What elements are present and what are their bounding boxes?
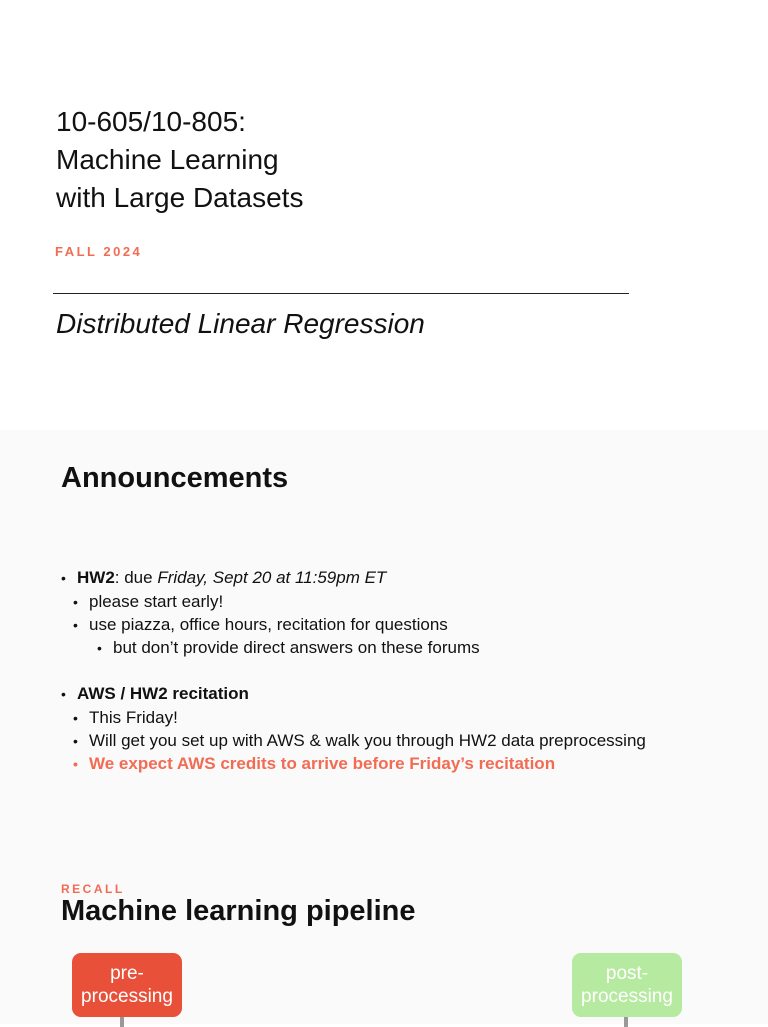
lecture-title: Distributed Linear Regression (56, 308, 425, 339)
list-item (73, 614, 448, 636)
preprocessing-box (72, 953, 182, 1017)
connector (624, 1017, 628, 1027)
box-label: pre- (110, 963, 144, 984)
list-item (73, 753, 555, 775)
title-slide (0, 0, 768, 430)
pipeline-slide (0, 845, 768, 1024)
connector (120, 1017, 124, 1027)
bullet-icon: • (97, 640, 102, 656)
list-item-text: please start early! (89, 592, 224, 611)
box-label: processing (81, 986, 173, 1007)
recall-tag: RECALL (61, 882, 125, 896)
list-item (73, 707, 178, 729)
box-label: post- (605, 963, 649, 984)
course-title (56, 103, 303, 217)
list-item-text: use piazza, office hours, recitation for questions (89, 615, 448, 634)
hw2-label: HW2 (77, 568, 115, 587)
bullet-icon: • (73, 733, 78, 749)
bullet-icon: • (73, 594, 78, 610)
course-title-line: with Large Datasets (56, 182, 304, 213)
list-item-text: Will get you set up with AWS & walk you through HW2 data preprocessing (89, 731, 646, 750)
list-item-text: but don’t provide direct answers on these forums (113, 638, 480, 657)
due-prefix: : due (114, 568, 158, 587)
divider (53, 293, 629, 294)
bullet-icon: • (73, 710, 78, 726)
list-item (97, 637, 480, 659)
pipeline-heading: Machine learning pipeline (61, 895, 416, 927)
list-item (73, 730, 646, 752)
course-title-line: 10-605/10-805: (56, 106, 246, 137)
bullet-icon: • (73, 756, 78, 772)
bullet-icon: • (61, 686, 66, 702)
highlight-text: We expect AWS credits to arrive before Friday’s recitation (89, 754, 556, 773)
list-item (61, 683, 249, 705)
list-item (61, 567, 386, 589)
bullet-icon: • (61, 570, 66, 586)
announcements-slide (0, 430, 768, 845)
bullet-icon: • (73, 617, 78, 633)
aws-label: AWS / HW2 recitation (77, 684, 249, 703)
list-item (73, 591, 223, 613)
term-label: FALL 2024 (55, 244, 143, 259)
box-label: processing (581, 986, 673, 1007)
postprocessing-box (572, 953, 682, 1017)
due-date: Friday, Sept 20 at 11:59pm ET (157, 568, 387, 587)
announcements-heading: Announcements (61, 462, 289, 494)
course-title-line: Machine Learning (56, 144, 279, 175)
list-item-text: This Friday! (89, 708, 178, 727)
